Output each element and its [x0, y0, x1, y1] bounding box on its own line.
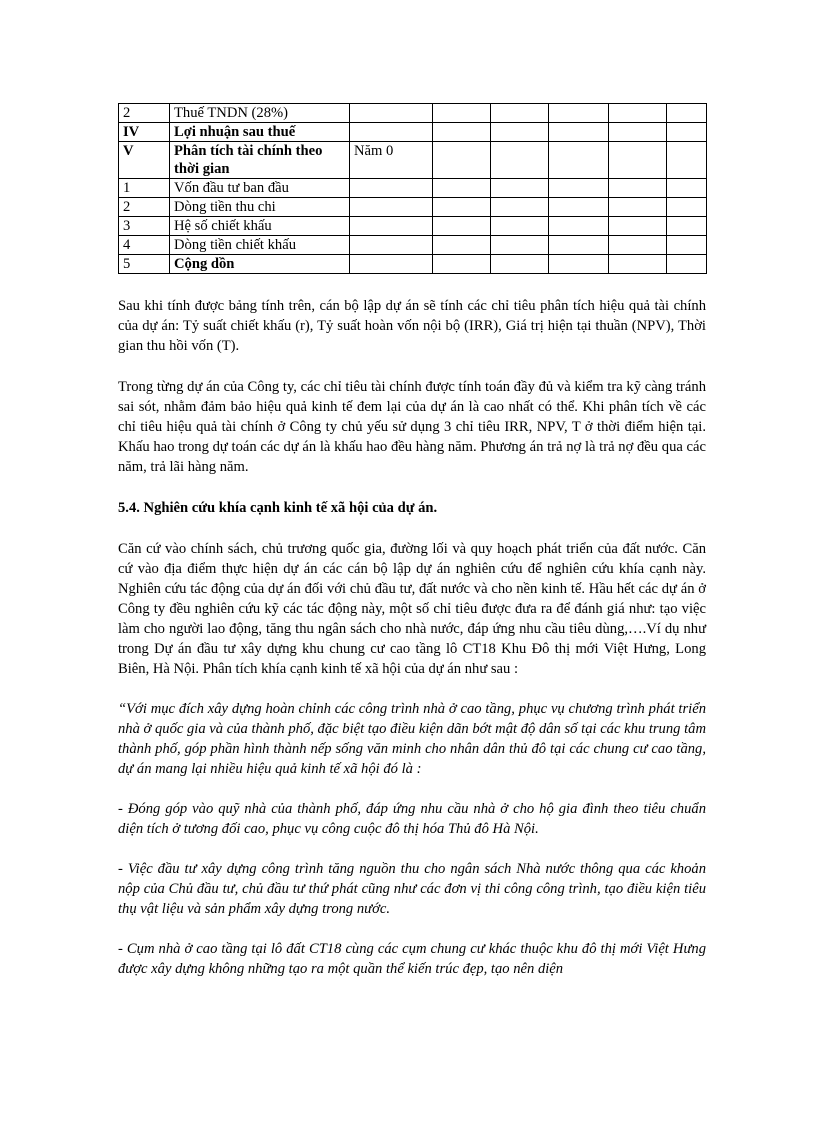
paragraph-socioeconomic: Căn cứ vào chính sách, chủ trương quốc gia, đường lối và quy hoạch phát triển của đất nước. Căn cứ vào địa điểm thực hiện dự án các cán bộ lập dự án nghiên cứu để nghiên cứu khía cạnh này. Nghiên cứu tác động của dự án đối với chủ đầu tư, đất nước và cho nền kinh tế. Hầu hết các dự án ở Công ty đều nghiên cứu kỹ các tác động này, một số chỉ tiêu được đưa ra để đánh giá như: tạo việc làm cho người lao động, tăng thu ngân sách cho nhà nước, đáp ứng nhu cầu tiêu dùng,….Ví dụ như trong Dự án đầu tư xây dựng khu chung cư cao tầng lô CT18 Khu Đô thị mới Việt Hưng, Long Biên, Hà Nội. Phân tích khía cạnh kinh tế xã hội của dự án như sau :	[118, 541, 706, 677]
value-cell	[350, 104, 433, 123]
row-index-cell: IV	[119, 123, 170, 142]
page-content	[118, 103, 706, 979]
value-cell	[491, 142, 549, 179]
table-row	[119, 123, 707, 142]
table-row	[119, 198, 707, 217]
value-cell	[433, 198, 491, 217]
row-index-cell: 2	[119, 198, 170, 217]
value-cell	[549, 179, 609, 198]
value-cell	[667, 236, 707, 255]
row-index-cell: 2	[119, 104, 170, 123]
value-cell	[609, 236, 667, 255]
value-cell	[667, 104, 707, 123]
section-heading: 5.4. Nghiên cứu khía cạnh kinh tế xã hội của dự án.	[118, 500, 438, 516]
value-cell	[549, 217, 609, 236]
value-cell	[609, 104, 667, 123]
value-cell	[667, 198, 707, 217]
value-cell	[667, 255, 707, 274]
value-cell	[609, 198, 667, 217]
value-cell	[667, 142, 707, 179]
paragraph-indicators-usage: Trong từng dự án của Công ty, các chỉ tiêu tài chính được tính toán đầy đủ và kiểm tra kỹ càng tránh sai sót, nhằm đảm bảo hiệu quả kinh tế đem lại của dự án là cao nhất có thể. Khi phân tích về các chỉ tiêu hiệu quả tài chính ở Công ty chủ yếu sử dụng 3 chỉ tiêu IRR, NPV, T ở thời điểm hiện tại. Khấu hao trong dự toán các dự án là khấu hao đều hàng năm. Phương án trả nợ là trả nợ đều qua các năm, trả lãi hàng năm.	[118, 379, 706, 475]
value-cell	[433, 142, 491, 179]
value-cell	[491, 179, 549, 198]
value-cell	[549, 104, 609, 123]
table-row	[119, 104, 707, 123]
value-cell	[549, 255, 609, 274]
row-label-cell: Lợi nhuận sau thuế	[170, 123, 350, 142]
row-index-cell: 5	[119, 255, 170, 274]
value-cell	[491, 104, 549, 123]
value-cell	[433, 236, 491, 255]
value-cell	[491, 217, 549, 236]
value-cell	[350, 217, 433, 236]
row-label-cell: Phân tích tài chính theo thời gian	[170, 142, 350, 179]
row-index-cell: 4	[119, 236, 170, 255]
value-cell	[433, 123, 491, 142]
value-cell	[433, 179, 491, 198]
row-label-cell: Thuế TNDN (28%)	[170, 104, 350, 123]
row-index-cell: 3	[119, 217, 170, 236]
row-label-cell: Cộng dồn	[170, 255, 350, 274]
row-index-cell: V	[119, 142, 170, 179]
quote-bullet: - Đóng góp vào quỹ nhà của thành phố, đáp ứng nhu cầu nhà ở cho hộ gia đình theo tiêu chuẩn diện tích ở tương đối cao, phục vụ công cuộc đô thị hóa Thủ đô Hà Nội.	[118, 801, 706, 837]
value-cell	[433, 217, 491, 236]
value-cell	[609, 217, 667, 236]
paragraph-indicators-intro: Sau khi tính được bảng tính trên, cán bộ lập dự án sẽ tính các chỉ tiêu phân tích hiệu quả tài chính của dự án: Tỷ suất chiết khấu (r), Tỷ suất hoàn vốn nội bộ (IRR), Giá trị hiện tại thuần (NPV), Thời gian thu hồi vốn (T).	[118, 298, 706, 354]
value-cell	[491, 255, 549, 274]
value-cell	[350, 123, 433, 142]
table-row	[119, 142, 707, 179]
row-label-cell: Dòng tiền thu chi	[170, 198, 350, 217]
row-label-cell: Dòng tiền chiết khấu	[170, 236, 350, 255]
value-cell	[609, 123, 667, 142]
value-cell	[609, 179, 667, 198]
row-index-cell: 1	[119, 179, 170, 198]
value-cell	[549, 142, 609, 179]
table-row	[119, 255, 707, 274]
value-cell: Năm 0	[350, 142, 433, 179]
financial-analysis-table	[118, 103, 707, 274]
value-cell	[433, 104, 491, 123]
row-label-cell: Vốn đầu tư ban đầu	[170, 179, 350, 198]
quote-bullet: - Cụm nhà ở cao tầng tại lô đất CT18 cùng các cụm chung cư khác thuộc khu đô thị mới Việt Hưng được xây dựng không những tạo ra một quần thể kiến trúc đẹp, tạo nên diện	[118, 941, 706, 977]
value-cell	[350, 255, 433, 274]
value-cell	[549, 236, 609, 255]
value-cell	[350, 179, 433, 198]
value-cell	[609, 142, 667, 179]
quote-paragraph: “Với mục đích xây dựng hoàn chỉnh các công trình nhà ở cao tầng, phục vụ chương trình phát triển nhà ở quốc gia và của thành phố, đặc biệt tạo điều kiện dãn bớt mật độ dân số tại các khu trung tâm thành phố, góp phần hình thành nếp sống văn minh cho nhân dân thủ đô tại các chung cư cao tầng, dự án mang lại nhiều hiệu quả kinh tế xã hội đó là :	[118, 701, 706, 777]
value-cell	[549, 123, 609, 142]
value-cell	[491, 198, 549, 217]
value-cell	[667, 179, 707, 198]
value-cell	[609, 255, 667, 274]
row-label-cell: Hệ số chiết khấu	[170, 217, 350, 236]
value-cell	[549, 198, 609, 217]
table-row	[119, 236, 707, 255]
table-row	[119, 217, 707, 236]
value-cell	[433, 255, 491, 274]
value-cell	[491, 236, 549, 255]
table-row	[119, 179, 707, 198]
quote-bullet: - Việc đầu tư xây dựng công trình tăng nguồn thu cho ngân sách Nhà nước thông qua các khoản nộp của Chủ đầu tư, chủ đầu tư thứ phát cũng như các đơn vị thi công công trình, tạo điều kiện tiêu thụ vật liệu và sản phẩm xây dựng trong nước.	[118, 861, 706, 917]
value-cell	[667, 123, 707, 142]
value-cell	[350, 198, 433, 217]
value-cell	[491, 123, 549, 142]
value-cell	[667, 217, 707, 236]
value-cell	[350, 236, 433, 255]
